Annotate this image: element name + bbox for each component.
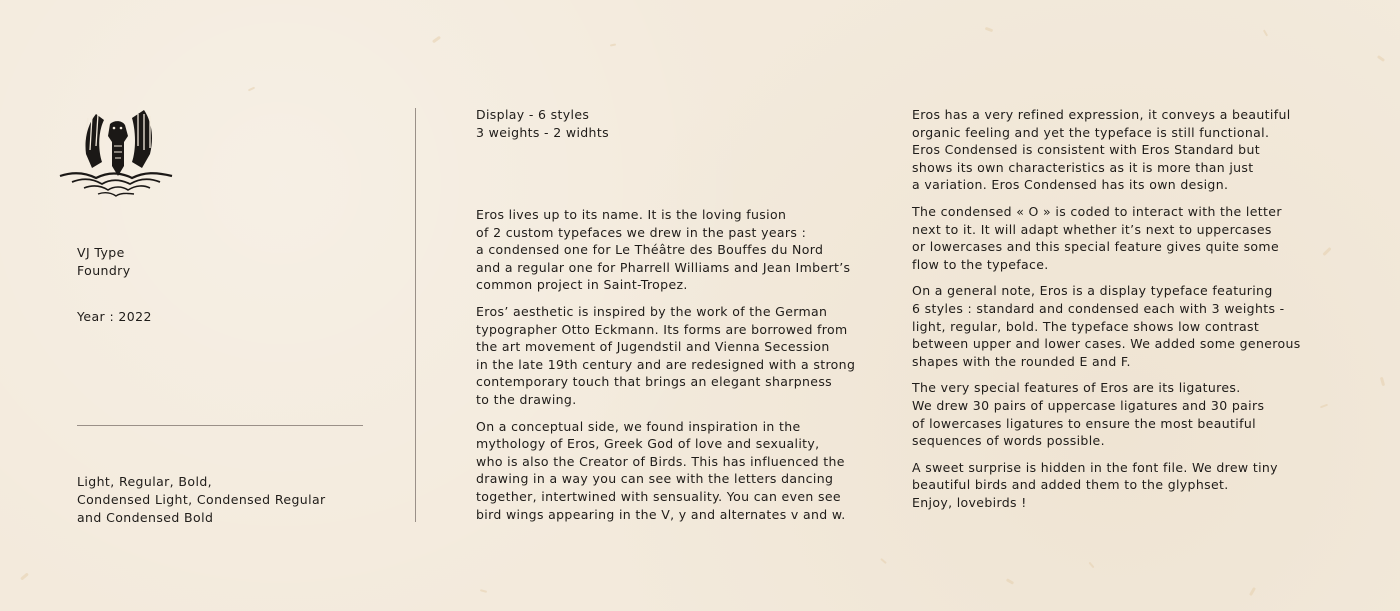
horizontal-divider	[77, 425, 363, 426]
paragraph: Eros has a very refined expression, it conveys a beautiful organic feeling and yet the typeface is still functional. Eros Condensed is consistent with Eros Standard but shows its own characteristics as it is more than just a variation. Eros Condensed has its own design.	[912, 107, 1291, 193]
paragraph: The very special features of Eros are its ligatures. We drew 30 pairs of uppercase ligatures and 30 pairs of lowercases ligatures to ensure the most beautiful sequences of words possible.	[912, 380, 1265, 449]
paragraph: The condensed « O » is coded to interact with the letter next to it. It will adapt whether it’s next to uppercases or lowercases and this special feature gives quite some flow to the typeface.	[912, 203, 1282, 272]
foundry-name	[77, 244, 131, 280]
release-year: Year : 2022	[77, 309, 152, 324]
styles-line: Light, Regular, Bold,	[77, 474, 213, 489]
paragraph: A sweet surprise is hidden in the font file. We drew tiny beautiful birds and added them to the glyphset. Enjoy, lovebirds !	[912, 459, 1278, 510]
description-column-right	[912, 106, 1342, 520]
foundry-name-line: VJ Type	[77, 245, 125, 260]
description-column-left	[476, 206, 896, 532]
styles-line: and Condensed Bold	[77, 510, 214, 525]
styles-list	[77, 473, 326, 527]
paragraph: On a general note, Eros is a display typeface featuring 6 styles : standard and condensed each with 3 weights - light, regular, bold. The typeface shows low contrast between upper and lower cases. We added some generous shapes with the rounded E and F.	[912, 283, 1301, 369]
eagle-logo-icon	[58, 106, 174, 200]
paragraph: On a conceptual side, we found inspiration in the mythology of Eros, Greek God of love and sexuality, who is also the Creator of Birds. This has influenced the drawing in a way you can see with the letters dancing together, intertwined with sensuality. You can even see bird wings appearing in the V, y and alternates v and w.	[476, 418, 846, 522]
foundry-name-line: Foundry	[77, 263, 131, 278]
vertical-divider	[415, 108, 416, 522]
family-summary	[476, 106, 609, 141]
styles-line: Condensed Light, Condensed Regular	[77, 492, 326, 507]
paragraph: Eros lives up to its name. It is the loving fusion of 2 custom typefaces we drew in the past years : a condensed one for Le Théâtre des Bouffes du Nord and a regular one for Pharrell Williams and Jean Imbert’s common project in Saint-Tropez.	[476, 207, 851, 293]
summary-line: 3 weights - 2 widhts	[476, 124, 609, 140]
paragraph: Eros’ aesthetic is inspired by the work of the German typographer Otto Eckmann. Its forms are borrowed from the art movement of Jugendstil and Vienna Secession in the late 19th century and are redesigned with a strong contemporary touch that brings an elegant sharpness to the drawing.	[476, 303, 856, 407]
summary-line: Display - 6 styles	[476, 107, 590, 122]
